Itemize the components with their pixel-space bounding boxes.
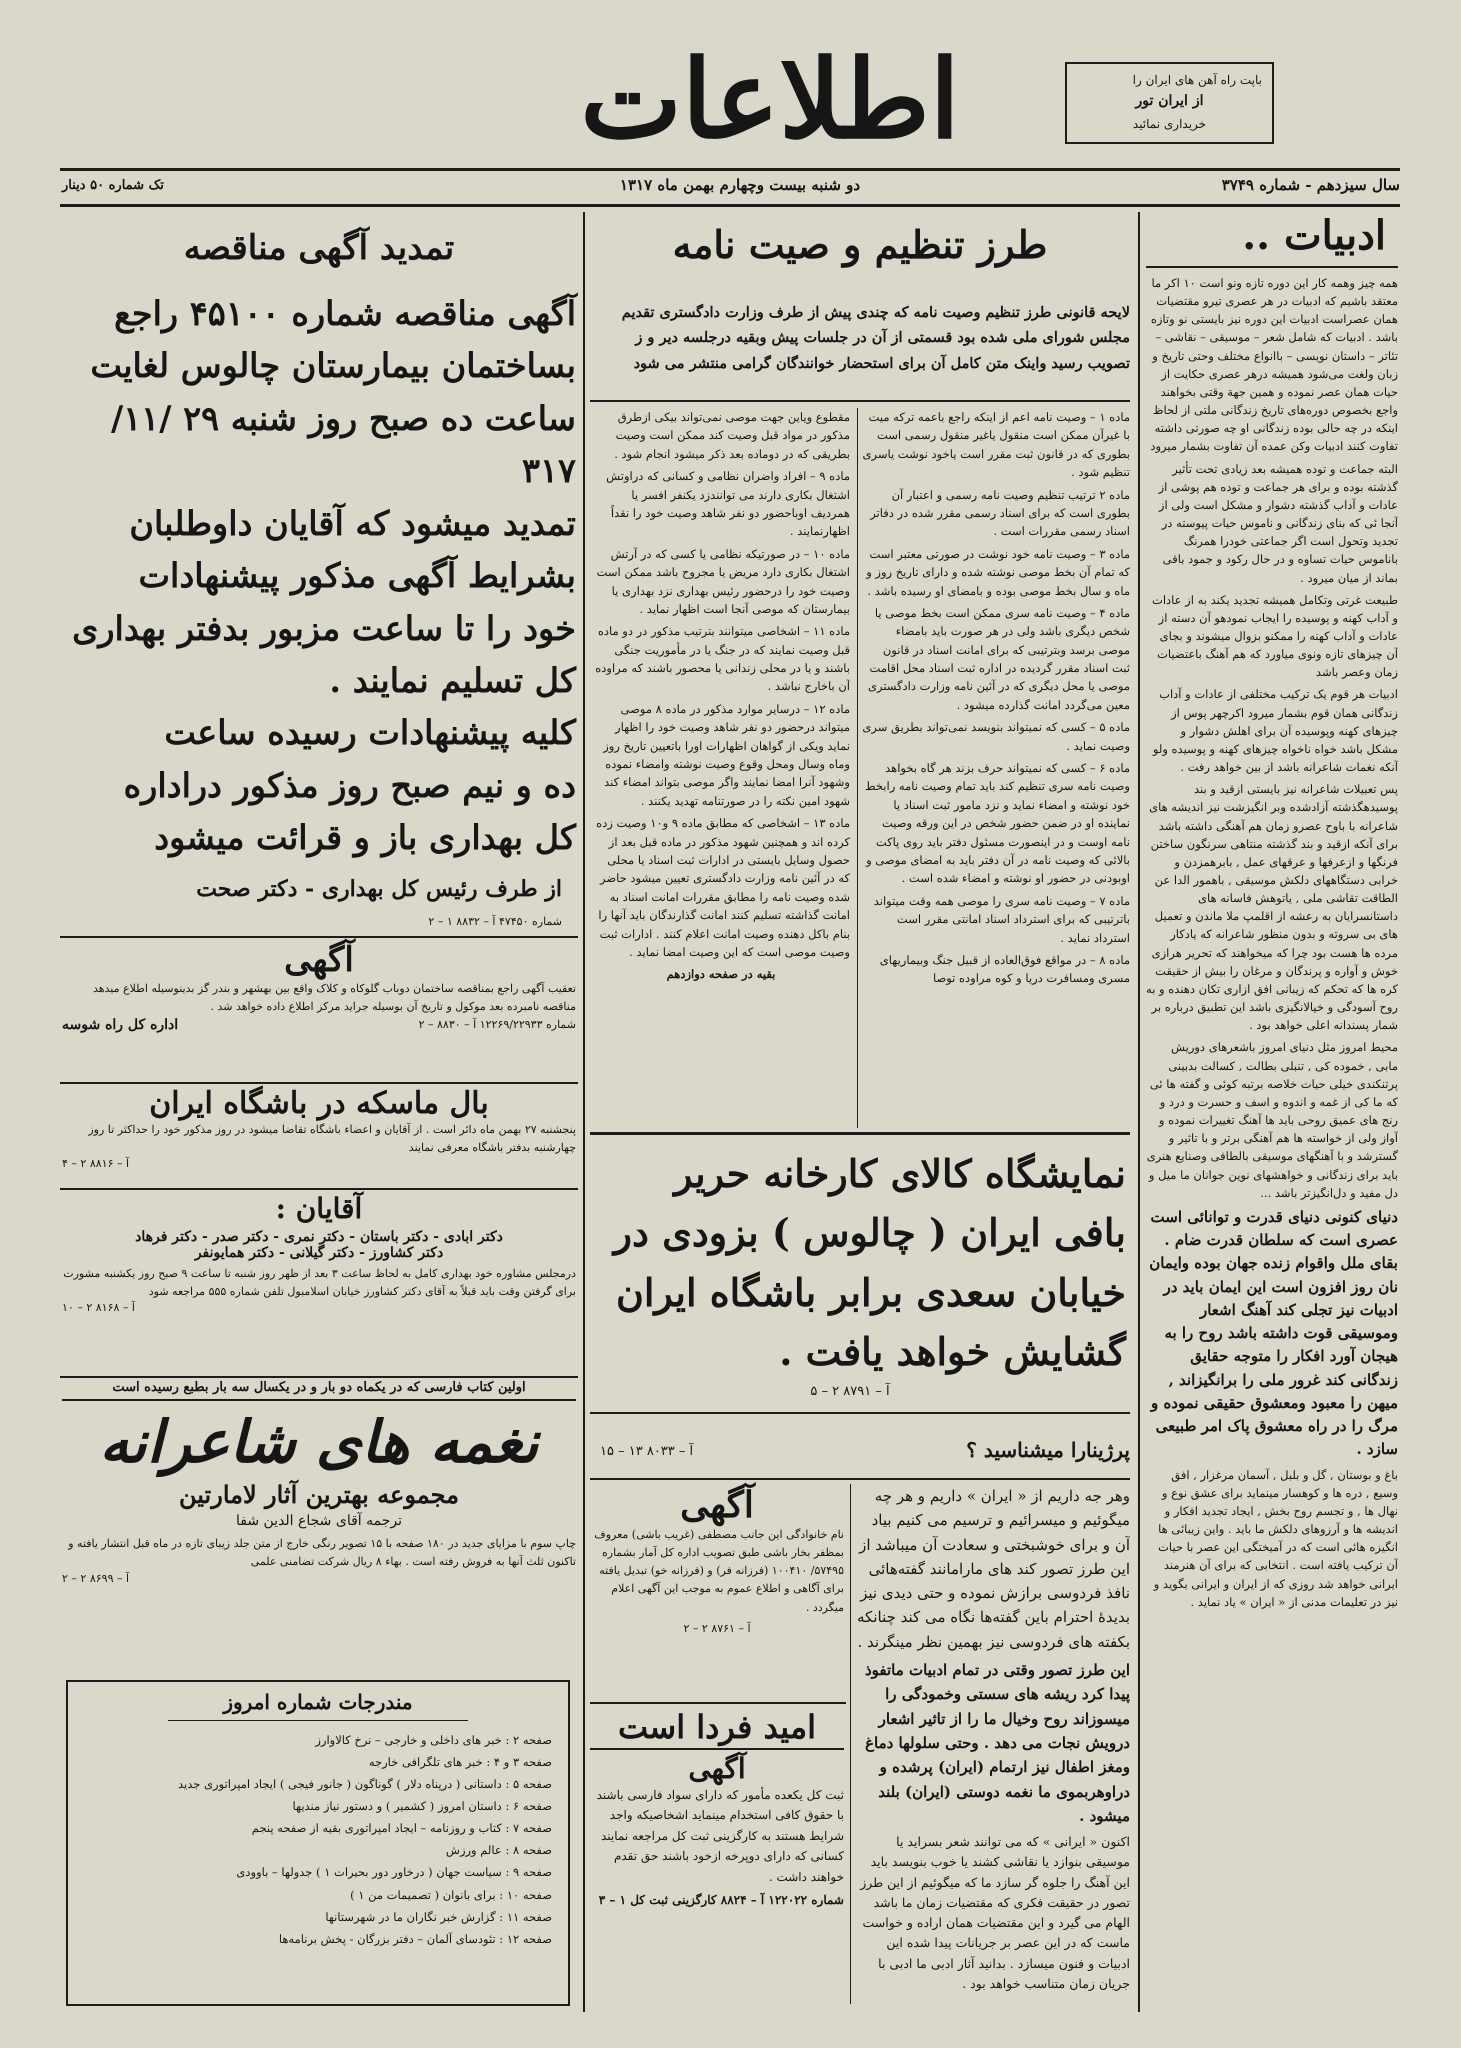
will-article-item: ماده ۱۰ – در صورتیکه نظامی یا کسی که در آرتش اشتغال بکاری دارد مریض یا مجروح باشد ممکن است وصیت خود را درحضور رئیس بهداری نزد بهداری یا بیمارستان که موصی آنجا است اظهار نماید . [596,546,850,616]
tomorrow-heading: امید فردا است [618,1708,816,1746]
book-subtitle: مجموعه بهترین آثار لامارتین [179,1480,459,1510]
tender-heading: تمدید آگهی مناقصه [183,228,455,268]
will-articles-left [592,408,850,1128]
will-article-item: ماده ۳ – وصیت نامه خود نوشت در صورتی معتبر است که تمام آن بخط موصی نوشته شده و دارای تاریخ روز و ماه و سال بخط موصی بوده و بامضای او رسیده باشد . [866,546,1130,598]
contents-list [68,1727,568,1952]
tender-line: ده و نیم صبح روز مذکور دراداره [123,765,576,805]
book-top-line: اولین کتاب فارسی که در یکماه دو بار و در یکسال سه بار بطبع رسیده است [112,1380,526,1395]
book-translator: ترجمه آقای شجاع الدین شفا [235,1513,402,1530]
column-divider-right [1138,212,1140,2012]
doctors-body: درمجلس مشاوره خود بهداری کامل به لحاظ ساعت ۳ بعد از ظهر روز شنبه تا ساعت ۹ صبح روز یکشنبه مشورت برای گرفتن وقت باید قبلاً به آقای دکتر کشاورز خیابان اسلامبول تلفن شماره ۵۵۵ مراجعه شود [63,1267,576,1298]
book-body: چاپ سوم با مزایای جدید در ۱۸۰ صفحه با ۱۵ تصویر رنگی خارج از متن جلد زیبای تازه در ماه قبل انتشار یافته و تاکنون ثلث آنها به فروش رفته است . بهاء ۸ ریال شرکت تضامنی علمی [68,1537,576,1568]
tomorrow-sub: آگهی [688,1752,746,1785]
teaser-ref: آ – ۸۰۳۳ ۱۳ – ۱۵ [600,1444,694,1459]
tender-line: کل تسلیم نمایند . [329,660,576,700]
book-ad [62,1380,576,1660]
contents-item[interactable]: صفحه ۹ : سیاست جهان ( درخاور دور بحیرات ۱ ) جدولها – باوودی [236,1865,552,1880]
notice-road-tender [62,940,576,1080]
poem-paragraph: وهر جه داریم از « ایران » داریم و هر چه میگوئیم و میسرائیم و ترسیم می کنیم بیاد آن و برای خوشبختی و سعادت آن میباشد از این طرز تصور کند های مارامانند گفته‌هائی نافذ فردوسی برازش نموده و حتی دیدی نیز بدیدۀ احترام باین گفته‌ها نگاه می کند چنانکه بکفته های فردوسی نیز بهمین نظر مینگرند . [857,1487,1130,1651]
tender-line: کلیه پیشنهادات رسیده ساعت [164,713,576,753]
will-article-item: ماده ۱۲ – درسایر موارد مذکور در ماده ۸ موصی میتواند درحضور دو نفر شاهد وصیت خود را اظهار نماید ویکی از گواهان اظهارات اورا باتعیین تاریخ روز وماه وسال ومحل وقوع وصیت نوشته وامضاء نموده وشهود آنرا امضا نمایند واگر موصی بتواند امضاء کند شهود امین نکته را در صورتنامه تهدید یکنند . [603,701,850,808]
contents-item[interactable]: صفحه ۱۱ : گزارش خبر نگاران ما در شهرستانها [325,1909,552,1924]
book-rule-top [60,1376,578,1378]
doctors-ref: آ – ۸۱۶۸ ۲ – ۱۰ [62,1301,135,1315]
poem-paragraph: اکنون « ایرانی » که می توانند شعر بسراید یا موسیقی بنوازد یا نقاشی کشند یا خوب بنویسد باید این آهنگ را جلوه گر سازد ما که میگوئیم از این طرز تصور در حقیقت فکری که مقتضیات زمان ما باشد الهام می گیرد و این مقتضیات همان اراده و خواست ماست که در این عصر بر جریانات پیدا شده این ادبیات و فنون میسازد . بدانید آثار ادبی ما ادبی با جریان زمان متناسب خواهد بود . [860,1834,1130,1991]
will-article-item: ماده ۴ – وصیت نامه سری ممکن است بخط موصی یا شخص دیگری باشد ولی در هر صورت باید بامضاء موصی برسد وبترتیبی که برای امانت اسناد در قانون ثبت اسناد مقرر گردیده در اداره ثبت اسناد محل اقامت موصی یا محل دیگری که در آئین نامه وزارت دادگستری معین می‌گردد امانت گذارده میشود . [867,605,1130,712]
dateline-issue: سال سیزدهم - شماره ۳۷۴۹ [1221,176,1400,194]
teaser-rule-bottom [590,1478,1130,1480]
literature-paragraph: البته جماعت و توده همیشه بعد زیادی تحت تأثیر گذشته بوده و برای هر جماعت و توده هم پوشی از عادات و آداب گذشته دشوار و مشکل است ولی از آنجا ئی که بنای زندگانی و ناموس حیات پیوسته در تجدید وتحول است اگر جماعتی خودرا همرنگ باناموس حیات تساوه و در حال رکود و جمود باقی بماند از میان میرود . [1158,461,1398,585]
tomorrow-heading-rule [590,1748,844,1750]
will-article-item: ماده ۵ – کسی که نمیتواند بنویسد نمی‌تواند بطریق سری وصیت نماید . [862,720,1130,753]
doctors-names-1: دکتر ابادی - دکتر باستان - دکتر نمری - دکتر صدر - دکتر فرهاد [135,1229,503,1245]
doctors-rule-top [60,1188,578,1190]
corner-promo-box [1065,62,1274,144]
literature-paragraph: محیط امروز مثل دنیای امروز باشعرهای دوریش مابی , خموده کی , تنبلی بطالت , کسالت بدبینی پرتنکندی خیلی حیات خلاصه برتبه کوئی و گفته ها ئی که ما کی از غمه و اندوه و اسف و حسرت و درد و رنج های عمیق روحی باید ها آهنگ تغییرات نموده و آواز ولی از خواسته ها هم آهنگی برتر و با تاثیر و گسترشد و با آهنگهای موسیقی بالطافی وصنایع هنری باید برای زندگانی و خواهشهای نوین جوانان ما میل و دل مفید و دل‌انگیزتر باشد ... [1146,1040,1398,1200]
will-article-item: ماده ۹ – افراد واضران نظامی و کسانی که دراوتش اشتغال بکاری دارند می توانندزد یکنفر افسر یا همردیف اوباحضور دو نفر شاهد وصیت خود را نقداً اظهارنمایند . [606,469,850,539]
will-article-item: ماده ۱۱ – اشخاصی میتوانند بترتیب مذکور در دو ماده قبل وصیت نمایند که در جنگ یا در مأموریت جنگی باشند و یا در محلی زندانی یا محصور باشند که مراوده آن باخارج نباشد . [595,624,850,694]
contents-item[interactable]: صفحه ۶ : داستان امروز ( کشمیر ) و دستور نیاز مندیها [292,1799,552,1814]
column-divider-center-left [583,212,585,2012]
notice1-sign: اداره کل راه شوسه [62,1017,179,1034]
doctors-heading: آقایان : [275,1192,363,1225]
will-continued-note: بقیه در صفحه دوازدهم [666,967,776,982]
exhibition-line: بافی ایران ( چالوس ) بزودی در [613,1210,1126,1256]
tomorrow-rule-top [590,1702,846,1704]
tender-body [62,288,576,865]
exhibition-ad [596,1144,1126,1381]
literature-paragraph: باغ و بوستان , گل و بلبل , آسمان مرغزار , افق وسیع , دره ها و کوهسار مینماید برای عشق نوع و نهال ها , و تجسم روح بخش , ایجاد تجدید افکار و اندیشه ها و آرزوهای دلکش ما باید . واین زیبائی ها انگیزه هائی است که در آمیختگی این عصر با حیات آن ترکیب یافته است . انتخابی که برای آن هنرمند ایرانی خواهد شد روزی که از ایران و ایرانی بگوید و نیز در تعلیمات مدنی از « ایران » یاد نماید . [1153,1467,1398,1609]
notice1-rule-top [60,936,578,938]
contents-item[interactable]: صفحه ۳ و ۴ : خبر های تلگرافی خارجه [368,1755,552,1770]
literature-heading: ادبیات .. [1242,212,1386,259]
notice1-body: تعقیب آگهی راجع بمناقصه ساختمان دوباب گلوکاه و کلاک واقع بین بهشهر و بندر گز بدینوسیله اطلاع میدهد مناقصه نامبرده بعد موکول و تاریخ آن بوسیله جراید مرکز اطلاع داده خواهد شد . [92,982,576,1013]
ball-body: پنجشنبه ۲۷ بهمن ماه دائر است . از آقایان و اعضاء باشگاه تقاضا میشود در روز مذکور خود را حداکثر تا روز چهارشنبه بدفتر باشگاه معرفی نمایند [88,1123,576,1154]
literature-paragraph: طبیعت غرتی وتکامل همیشه تجدید یکند به از عادات و آداب کهنه و پوسیده را ایجاب نمودهو آن دسته از عادات و آداب کهنه را ممکنو بزوال میشوند و بجای آن چیزهای تازه ونوی میاورد که هم آهنگ باعتضیات زمان وعصر باشد [1152,592,1398,680]
contents-item[interactable]: صفحه ۵ : داستانی ( درپناه دلار ) گوناگون ( جانور فیجی ) ایجاد امپراتوری جدید [178,1777,552,1792]
will-article-item: ماده ۷ – وصیت نامه سری را موصی همه وقت میتواند باترتیبی که برای استرداد اسناد امانتی مقرر است استرداد نماید . [873,893,1130,945]
contents-item[interactable]: صفحه ۱۰ : برای بانوان ( تصمیمات من ۱ ) [350,1887,552,1902]
dateline-date: دو شنبه بیست وچهارم بهمن ماه ۱۳۱۷ [619,176,861,194]
will-articles-right [862,408,1130,1128]
contents-item[interactable]: صفحه ۸ : عالم ورزش [445,1843,552,1858]
book-title: نغمه های شاعرانه [99,1408,539,1476]
will-intro-rule [590,400,1130,402]
literature-paragraph: پس تعبیلات شاعرانه نیز بایستی ازقید و بند پوسیدهگذشته آزادشده وبر انگیزشت نیز اندیشه های شاعرانه با باوح عصرو زمان هم آهنگی داشته باشد برای آنکه ازقید و بند گذشته منتاهی سرنگون ساختن فرنگها و ازعرفها و عرقهای عمل , بابرهمزدن و خرابی دستگاههای دلکش موسیقی , باهمور الدا عن الطاقت تقاشی ملی , یاتوهش فاسانه های داستانسرایان به رعشه از اقلمپ ملا ماندن و تعمیل های بی سروته و بدون منظور شاعرانه که یادکار مرده ها هست بود چرا که میخواهند که تحریر هرازی خوش و آواره و پرندگان و مرغان را بیش از حقیقت کره ها که تحکم که زیبانی افق ازاری تکان دهنده و به روح آسودگی و خیالانگیزی باشد این تطبیق درباره بر شمار پسندانه اعلی خواهد بود . [1146,782,1398,1033]
literature-heading-rule [1146,266,1398,268]
notice1-heading: آگهی [284,940,354,980]
exhibition-line: نمایشگاه کالای کارخانه حریر [674,1151,1126,1196]
will-article-intro: لایحه قانونی طرز تنظیم وصیت نامه که چندی پیش از طرف وزارت دادگستری تقدیم مجلس شورای ملی شده بود قسمتی از آن در جلسات پیش وبقیه درجلسه دیر و ز تصویب رسید واینک متن کامل آن برای استحضار خوانندگان گرامی منتشر می شود [621,304,1130,372]
poem-paragraph: این طرز تصور وقتی در تمام ادبیات ماتفوذ پیدا کرد ریشه های سستی وخمودگی را میسوزاند روح وخیال ما را از تاثیر اشعار درویش نجات می دهد . وحتی سلولها دماغ ومغز اطفال نیز ارتمام (ایران) پرشده و دراوهربموی ما نغمه دوستی (ایران) بلند میشود . [864,1661,1130,1825]
masthead-rule-top [60,168,1400,171]
book-ref: آ – ۸۶۹۹ ۲ – ۲ [62,1571,130,1585]
contents-item[interactable]: صفحه ۱۲ : تئودسای آلمان – دفتر بزرگان - پخش برنامه‌ها [278,1931,552,1946]
will-article-item: ماده ۲ ترتیب تنظیم وصیت نامه رسمی و اعتبار آن بطوری است که برای اسناد رسمی مقرر شده در دفاتر اسناد رسمی مقررات است . [870,487,1130,539]
ball-rule-top [60,1082,578,1084]
tender-signature: از طرف رئیس کل بهداری - دکتر صحت [196,876,562,902]
teaser-rule-top [590,1412,1130,1414]
tender-line: بساختمان بیمارستان چالوس لغایت [90,346,576,386]
will-article-item: ماده ۶ – کسی که نمیتواند حرف بزند هر گاه بخواهد وصیت نامه سری تنظیم کند باید تمام وصیت نامه رابخط خود نوشته و امضاء نماید و نزد مامور ثبت اسناد یا نماینده او در ضمن حضور شخص در این ورقه وصیت نامه اوست و در اینصورت مسئول دفتر باید روی پاکت بالائی که وصیت نامه در آن دفتر باید به امضای موصی و اوبودنی در حضور او نوشته و امضاء شده است . [864,761,1130,886]
contents-item[interactable]: صفحه ۲ : خبر های داخلی و خارجی – نرخ کالاوارز [315,1733,552,1747]
tomorrow-body: ثبت کل یکعده مأمور که دارای سواد فارسی باشند با حقوق کافی استخدام مینماید اشخاصیکه واجد شرایط هستند به کارگزینی ثبت کل مراجعه نمایند کسانی که دارای دوپرخه ازخود باشند حق تقدم خواهند داشت . [596,1788,844,1884]
book-top-rule [62,1399,576,1401]
tender-line: ساعت ده صبح روز شنبه ۲۹ /۱۱/ ۳۱۷ [110,398,576,491]
tomorrow-ad [590,1708,844,2004]
tender-line: آگهی مناقصه شماره ۴۵۱۰۰ راجع [114,294,576,333]
notice2-heading: آگهی [680,1484,754,1526]
tender-line: کل بهداری باز و قرائت میشود [154,818,576,858]
exhibition-line: گشایش خواهد یافت . [779,1328,1126,1374]
contents-heading-rule [168,1720,468,1721]
literature-column [1146,212,1398,2008]
tender-line: بشرایط آگهی مذکور پیشنهادات [138,556,576,596]
will-article-item: ماده ۱ – وصیت نامه اعم از اینکه راجع باعمه ترکه میت با غیرآن ممکن است منقول یاغیر منقول رسمی است بطوری که در قانون ثبت مقرر است یاخود نوشت یاسری تنظیم شود . [862,410,1130,480]
will-article-item: ماده ۱۳ – اشخاصی که مطابق ماده ۹ و۱۰ وصیت زده کرده اند و همچنین شهود مذکور در ماده قبل بعد از حصول وسایل بایستی در ادارات ثبت اسناد یا محلی که در آئین نامه وزارت دادگستری تعیین میشود حاضر شده وصیت نامه را مطابق مقررات امانت اسناد به امانت گذاشته تسلیم کنند امانت گذارندگان باید آنها را بنام باکل دهنده وصیت امانت اعلام کنند . ادارات ثبت وصیت موصی است که این وصیت امضا نماید . [596,816,850,959]
contents-heading: مندرجات شماره امروز [223,1690,413,1714]
exhibition-ref: آ – ۸۷۹۱ ۲ – ۵ [810,1384,890,1399]
corner-line-1: باپت راه آهن های ایران را [1132,73,1262,87]
exhibition-rule-top [590,1132,1130,1135]
notice2-body: نام خانوادگی این جانب مصطفی (غریب باشی) معروف بمظفر بخار باشی طبق تصویب اداره کل آمار بشماره ۵۷۴۹۵/ ۱۰۰۴۱۰ (فرزانه فر) و (فرزانه خو) تبدیل یافته برای آگاهی و اطلاع عموم به موجب این آگهی اعلام میگردد . [594,1528,844,1614]
corner-line-2: از ایران تور [1135,93,1204,110]
doctors-names-2: دکتر کشاورز - دکتر گیلانی - دکتر همایونفر [194,1245,444,1261]
masquerade-ball-ad [62,1086,576,1186]
will-article-heading: طرز تنظیم و صیت نامه [672,222,1048,267]
newspaper-title: اطلاعات [580,37,960,163]
ball-heading: بال ماسکه در باشگاه ایران [149,1086,489,1121]
ball-ref: آ – ۸۸۱۶ ۲ – ۴ [62,1157,130,1171]
corner-line-3: خریداری نمائید [1132,117,1207,132]
tender-line: خود را تا ساعت مزبور بدفتر بهداری [72,608,576,648]
contents-box [66,1680,570,2006]
masthead-rule-bottom [60,204,1400,207]
literature-paragraph: ادبیات هر قوم یک ترکیب مختلفی از عادات و آداب زندگانی همان قوم بشمار میرود اکرچهر پوس از چیزهای کهنه وپوسیده آن برای اهلش دشوار و مشکل باشد خواه ناخواه چیزهای کهنه و پوسیده ولو آنکه نغمات شاعرانه باشد از بین خواهد رفت . [1152,687,1398,775]
exhibition-line: خیابان سعدی برابر باشگاه ایران [615,1269,1126,1315]
tender-line: تمدید میشود که آقایان داوطلبان [129,503,576,543]
patriotic-literature-text [856,1484,1130,2004]
literature-paragraph: همه چیز وهمه کار این دوره تازه ونو است ۱۰ اکر ما معتقد باشیم که ادبیات در هر عصری تیرو مقتضیات همان عصراست ادبیات این دوره نیز بایستی نو وتازه باشد . ادبیات که شامل شعر – موسیقی – نقاشی – تئاتر – داستان نویسی – باانواع مختلف وحتی تاریخ و زبان ولغت می‌شود همیشه درهر عصری حکایت از حیات همان عصر نموده و همین جهة وقتی بخواهند واجع بخصوص دوره‌های تاریخ زندگانی ملتی از لحاظ اینکه در چه حالی بوده زندگانی او چه صورتی داشته تفاوت کنند ادبیات وکن عمده آن تفاوت بشمار میرود [1150,276,1398,454]
will-article-item: ماده ۸ – در مواقع فوق‌العاده از قبیل جنگ وبیماریهای مسری ومسافرت دریا و کوه مراوده توصا [879,952,1130,986]
notice2-ref: آ – ۸۷۶۱ ۲ – ۲ [683,1621,751,1635]
notice-name-change [590,1484,844,1700]
teaser-text: پرژینارا میشناسید ؟ [966,1438,1130,1462]
poem-divider [850,1484,851,2004]
tomorrow-ref: شماره ۱۲۲۰۲۲ آ – ۸۸۲۴ کارگزینی ثبت کل ۱ – ۳ [598,1892,844,1907]
notice1-ref: شماره ۱۲۲۶۹/۲۲۹۳۳ آ – ۸۸۳۰ – ۲ [418,1018,576,1032]
tender-ref: شماره ۴۷۴۵۰ آ – ۸۸۳۲ ۱ – ۲ [428,915,562,928]
dateline-price: تک شماره ۵۰ دینار [62,178,164,193]
will-article-item: مقطوع ویاین جهت موصی نمی‌تواند بیکی ازطرق مذکور در مواد قبل وصیت کند ممکن است وصیت بطریقی که در دوماده بعد ذکر میشود انجام شود . [614,410,850,461]
doctors-ad [62,1192,576,1372]
literature-paragraph-emphasis: دنیای کنونی دنیای قدرت و توانائی است عصری است که سلطان قدرت ضام . بقای ملل واقوام زنده جهان بوده وایمان نان روز افزون است این ایمان باید در ادبیات نیز تجلی کند آهنگ اشعار وموسیقی قوت داشته باشد روح را به هیجان آورد افکار را متوجه حقایق زندگانی کند غرور ملی را برانگیزاند , میهن را معبود ومعشوق حقیقی نموده و مرگ را در راه معشوق پاک امر طبیعی سازد . [1149,1207,1398,1459]
contents-item[interactable]: صفحه ۷ : کتاب و روزنامه – ایجاد امپراتوری بقیه از صفحه پنجم [251,1821,552,1836]
will-inner-divider [857,408,858,1128]
